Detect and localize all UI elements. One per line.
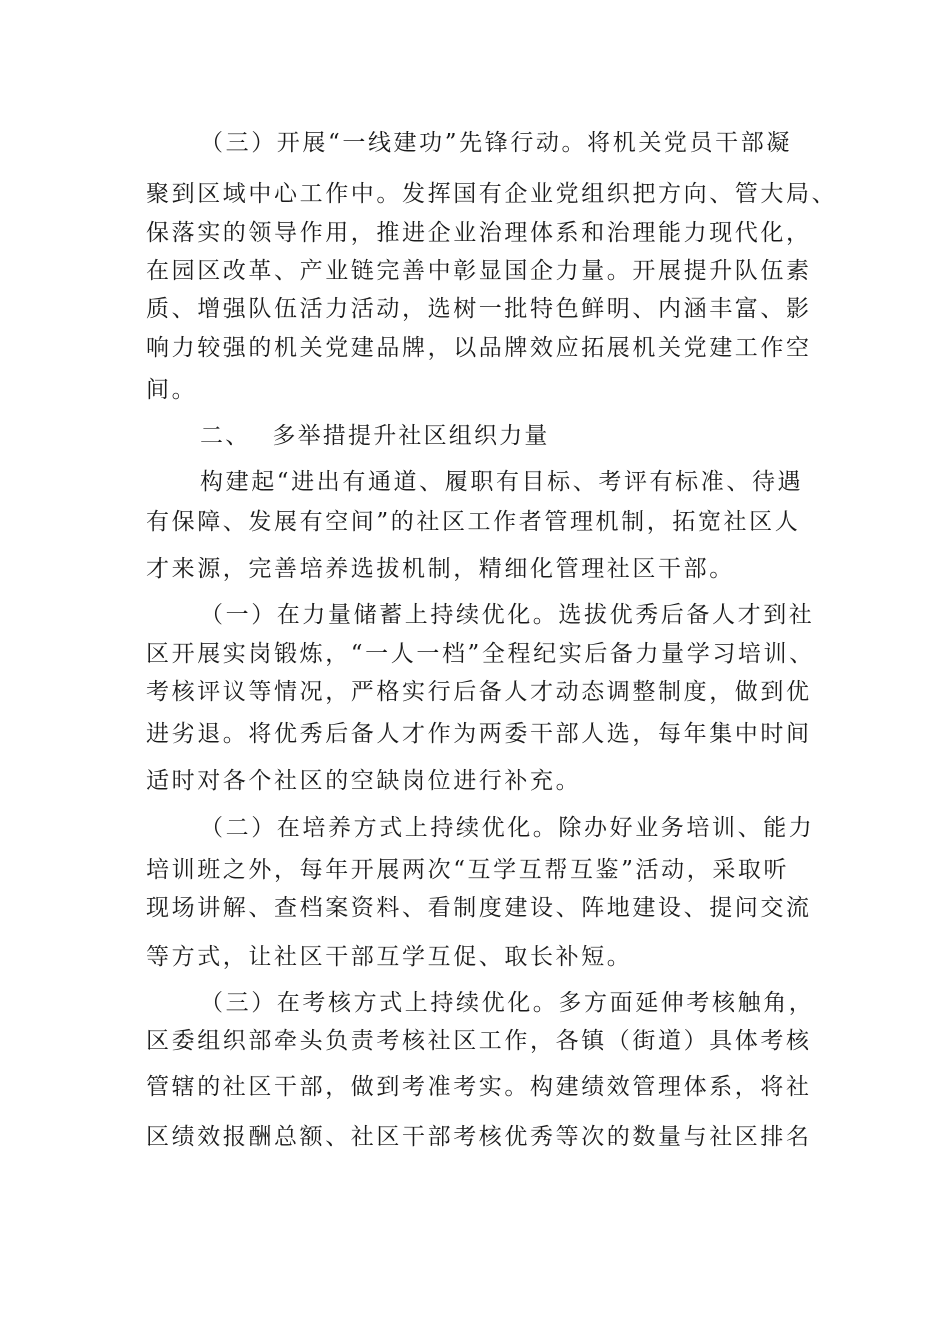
paragraph-5-line-1: （三）在考核方式上持续优化。多方面延伸考核触角， bbox=[200, 990, 815, 1016]
paragraph-5-line-4: 区绩效报酬总额、社区干部考核优秀等次的数量与社区排名 bbox=[146, 1124, 812, 1150]
section-heading bbox=[200, 421, 860, 451]
paragraph-1-line-5: 质、增强队伍活力活动，选树一批特色鲜明、内涵丰富、影 bbox=[146, 296, 812, 322]
paragraph-4-line-2: 培训班之外，每年开展两次“互学互帮互鉴”活动，采取听 bbox=[146, 857, 790, 883]
paragraph-5-line-3: 管辖的社区干部，做到考准考实。构建绩效管理体系，将社 bbox=[146, 1074, 812, 1100]
paragraph-1-line-3: 保落实的领导作用，推进企业治理体系和治理能力现代化， bbox=[146, 220, 812, 246]
section-heading-number: 二、 bbox=[200, 423, 251, 449]
paragraph-1-line-6: 响力较强的机关党建品牌，以品牌效应拓展机关党建工作空 bbox=[146, 335, 812, 361]
paragraph-2-line-1: 构建起“进出有通道、履职有目标、考评有标准、待遇 bbox=[200, 469, 804, 495]
paragraph-1-line-7: 间。 bbox=[146, 377, 198, 403]
paragraph-3-line-3: 考核评议等情况，严格实行后备人才动态调整制度，做到优 bbox=[146, 679, 812, 705]
paragraph-1-line-4: 在园区改革、产业链完善中彰显国企力量。开展提升队伍素 bbox=[146, 258, 812, 284]
paragraph-4-line-1: （二）在培养方式上持续优化。除办好业务培训、能力 bbox=[200, 815, 815, 841]
paragraph-3-line-4: 进劣退。将优秀后备人才作为两委干部人选，每年集中时间 bbox=[146, 721, 812, 747]
paragraph-1-line-2: 聚到区域中心工作中。发挥国有企业党组织把方向、管大局、 bbox=[146, 181, 838, 207]
section-heading-title: 多举措提升社区组织力量 bbox=[272, 423, 550, 449]
paragraph-2-line-2: 有保障、发展有空间”的社区工作者管理机制，拓宽社区人 bbox=[146, 509, 801, 535]
paragraph-2-line-3: 才来源，完善培养选拔机制，精细化管理社区干部。 bbox=[146, 556, 735, 582]
paragraph-4-line-4: 等方式，让社区干部互学互促、取长补短。 bbox=[146, 944, 633, 970]
paragraph-1-line-1: （三）开展“一线建功”先锋行动。将机关党员干部凝 bbox=[200, 130, 792, 156]
paragraph-4-line-3: 现场讲解、查档案资料、看制度建设、阵地建设、提问交流 bbox=[146, 895, 812, 921]
paragraph-5-line-2: 区委组织部牵头负责考核社区工作，各镇（街道）具体考核 bbox=[146, 1028, 812, 1054]
paragraph-3-line-2: 区开展实岗锻炼，“一人一档”全程纪实后备力量学习培训、 bbox=[146, 641, 815, 667]
paragraph-3-line-1: （一）在力量储蓄上持续优化。选拔优秀后备人才到社 bbox=[200, 602, 815, 628]
paragraph-3-line-5: 适时对各个社区的空缺岗位进行补充。 bbox=[146, 768, 582, 794]
